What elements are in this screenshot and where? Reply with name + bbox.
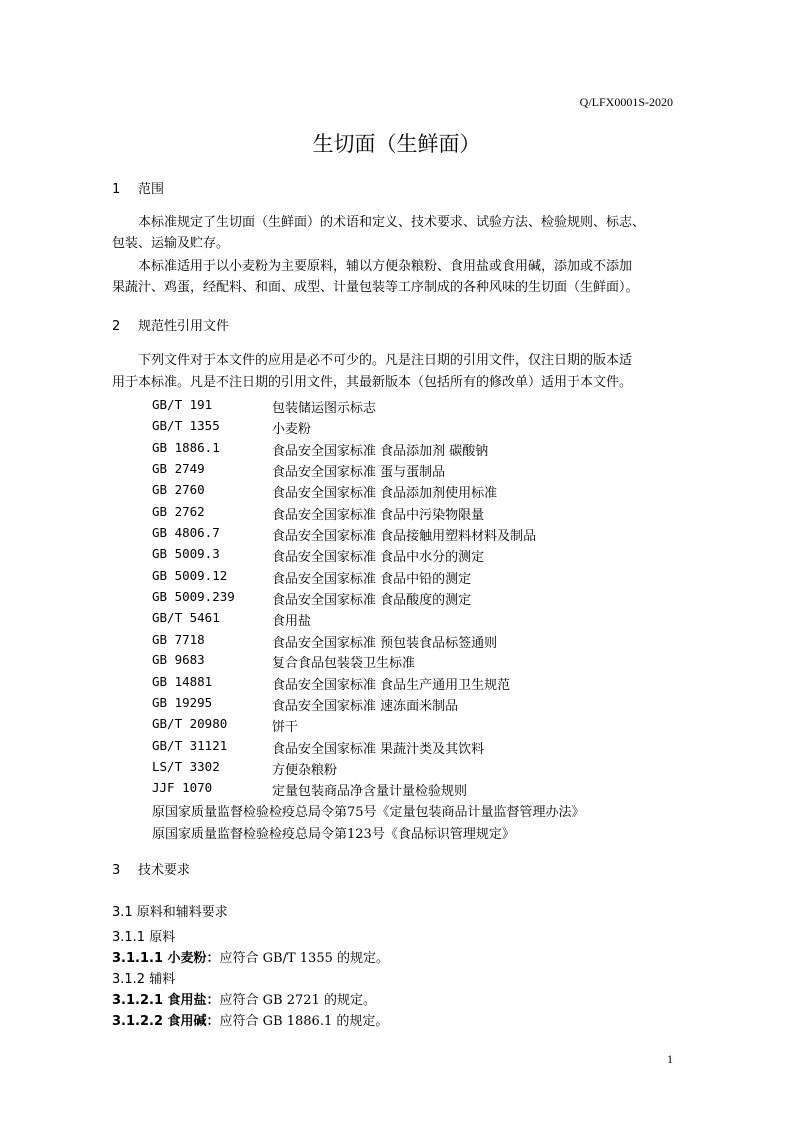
- ref-title: 方便杂粮粉: [272, 763, 338, 778]
- decree-reference: 原国家质量监督检验检疫总局令第123号《食品标识管理规定》: [152, 827, 515, 842]
- clause-text: 应符合 GB 1886.1 的规定。: [219, 1014, 389, 1029]
- ref-title: 食品安全国家标准 预包装食品标签通则: [272, 636, 498, 651]
- ref-code: GB 5009.239: [152, 589, 235, 604]
- page-number: 1: [667, 1052, 673, 1066]
- paragraph-line: 本标准适用于以小麦粉为主要原料，辅以方便杂粮粉、食用盐或食用碱，添加或不添加: [138, 259, 633, 274]
- section-2-heading: [112, 315, 229, 334]
- ref-title: 食品安全国家标准 食品添加剂 碳酸钠: [272, 444, 489, 459]
- ref-code: LS/T 3302: [152, 759, 220, 774]
- ref-code: GB/T 191: [152, 397, 213, 412]
- section-title: 技术要求: [138, 863, 191, 878]
- ref-title: 食品安全国家标准 食品酸度的测定: [272, 593, 472, 608]
- ref-title: 食品安全国家标准 食品生产通用卫生规范: [272, 678, 511, 693]
- ref-code: GB 2760: [152, 482, 205, 497]
- clause-line: [112, 947, 389, 966]
- ref-title: 定量包装商品净含量计量检验规则: [272, 784, 468, 799]
- ref-title: 食品安全国家标准 食品接触用塑料材料及制品: [272, 529, 537, 544]
- ref-code: GB 1886.1: [152, 440, 220, 455]
- ref-code: GB 5009.12: [152, 568, 228, 583]
- ref-title: 食品安全国家标准 食品中污染物限量: [272, 508, 485, 523]
- ref-code: GB 4806.7: [152, 525, 220, 540]
- section-title: 规范性引用文件: [138, 319, 230, 334]
- section-3-heading: [112, 859, 190, 878]
- ref-code: GB 9683: [152, 652, 205, 667]
- ref-title: 食品安全国家标准 食品添加剂使用标准: [272, 486, 498, 501]
- ref-title: 食品安全国家标准 果蔬汁类及其饮料: [272, 742, 485, 757]
- ref-code: GB/T 31121: [152, 738, 228, 753]
- decree-reference: 原国家质量监督检验检疫总局令第75号《定量包装商品计量监督管理办法》: [152, 805, 585, 820]
- paragraph-line: 下列文件对于本文件的应用是必不可少的。凡是注日期的引用文件，仅注日期的版本适: [138, 353, 633, 368]
- paragraph-line: 果蔬汁、鸡蛋，经配料、和面、成型、计量包装等工序制成的各种风味的生切面（生鲜面）。: [112, 280, 639, 295]
- section-number: 1: [112, 182, 121, 197]
- ref-title: 食品安全国家标准 食品中铅的测定: [272, 572, 472, 587]
- ref-title: 饼干: [272, 720, 299, 735]
- subsection-heading: 3.1.1 原料: [112, 930, 176, 945]
- ref-code: GB 14881: [152, 674, 213, 689]
- ref-code: GB/T 20980: [152, 716, 228, 731]
- paragraph-line: 本标准规定了生切面（生鲜面）的术语和定义、技术要求、试验方法、检验规则、标志、: [138, 215, 646, 230]
- clause-line: [112, 1010, 388, 1029]
- clause-text: 应符合 GB 2721 的规定。: [219, 993, 376, 1008]
- section-1-heading: [112, 178, 164, 197]
- ref-title: 食品安全国家标准 蛋与蛋制品: [272, 465, 446, 480]
- section-title: 范围: [138, 182, 165, 197]
- clause-label: 3.1.2.1 食用盐：: [112, 993, 220, 1008]
- document-title: 生切面（生鲜面）: [312, 132, 481, 156]
- ref-code: GB 2749: [152, 461, 205, 476]
- ref-title: 包装储运图示标志: [272, 401, 377, 416]
- clause-label: 3.1.1.1 小麦粉：: [112, 951, 220, 966]
- ref-code: GB/T 1355: [152, 418, 220, 433]
- ref-code: GB 2762: [152, 504, 205, 519]
- ref-title: 复合食品包装袋卫生标准: [272, 656, 416, 671]
- paragraph-line: 包装、运输及贮存。: [112, 236, 230, 251]
- ref-code: GB 19295: [152, 695, 213, 710]
- subsection-heading: 3.1.2 辅料: [112, 972, 176, 987]
- ref-title: 食品安全国家标准 速冻面米制品: [272, 699, 459, 714]
- section-number: 3: [112, 863, 121, 878]
- ref-code: GB 7718: [152, 632, 205, 647]
- ref-title: 食用盐: [272, 614, 312, 629]
- ref-title: 小麦粉: [272, 422, 312, 437]
- document-code: Q/LFX0001S-2020: [579, 95, 673, 109]
- clause-line: [112, 989, 376, 1008]
- section-number: 2: [112, 319, 121, 334]
- paragraph-line: 用于本标准。凡是不注日期的引用文件，其最新版本（包括所有的修改单）适用于本文件。: [112, 375, 633, 390]
- clause-text: 应符合 GB/T 1355 的规定。: [219, 951, 390, 966]
- ref-code: GB/T 5461: [152, 610, 220, 625]
- subsection-heading: 3.1 原料和辅料要求: [112, 905, 228, 920]
- clause-label: 3.1.2.2 食用碱：: [112, 1014, 220, 1029]
- ref-code: GB 5009.3: [152, 546, 220, 561]
- ref-title: 食品安全国家标准 食品中水分的测定: [272, 550, 485, 565]
- ref-code: JJF 1070: [152, 780, 213, 795]
